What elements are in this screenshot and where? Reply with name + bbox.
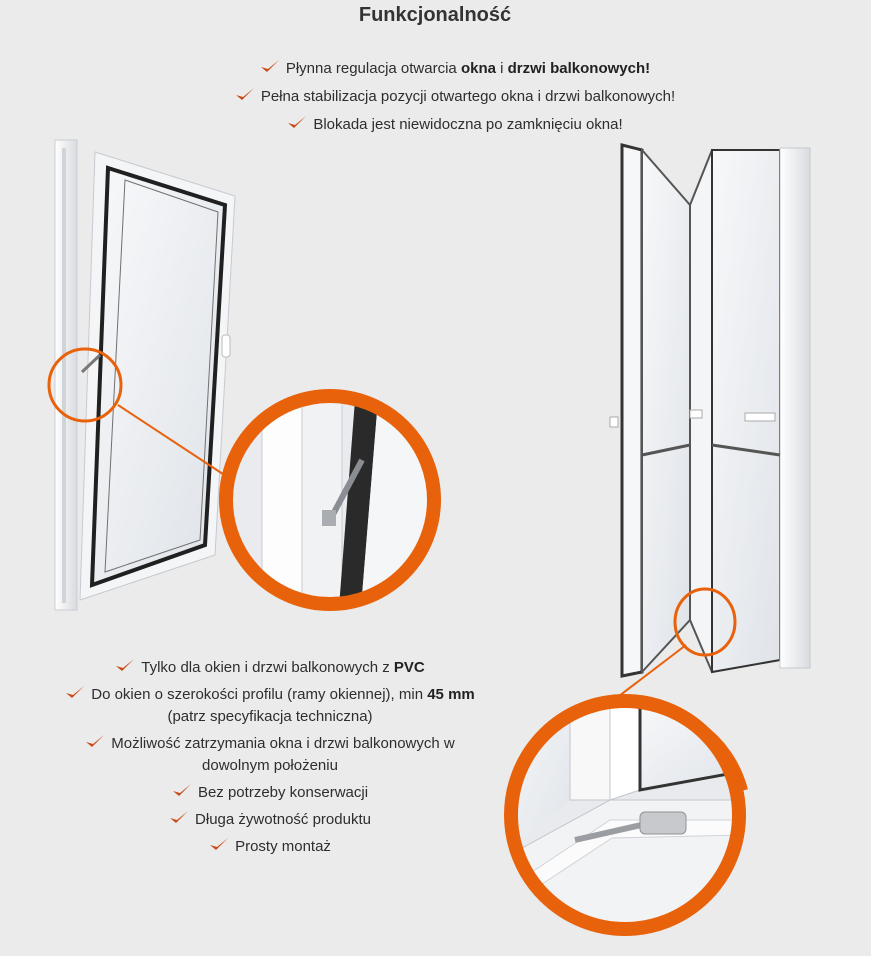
spec-item: Do okien o szerokości profilu (ramy okiennej), min 45 mm (patrz specyfikacja techniczna): [50, 684, 490, 728]
spec-item: Bez potrzeby konserwacji: [50, 782, 490, 804]
feature-item: Płynna regulacja otwarcia okna i drzwi balkonowych!: [175, 55, 735, 83]
checkmark-icon: [65, 685, 85, 701]
checkmark-icon: [85, 734, 105, 750]
spec-item: Prosty montaż: [50, 836, 490, 858]
hinge-detail-image: [220, 390, 450, 620]
checkmark-icon: [172, 783, 192, 799]
checkmark-icon: [115, 658, 135, 674]
feature-item: Blokada jest niewidoczna po zamknięciu okna!: [175, 111, 735, 139]
feature-item: Pełna stabilizacja pozycji otwartego okna i drzwi balkonowych!: [175, 83, 735, 111]
checkmark-icon: [209, 837, 229, 853]
spec-item: Tylko dla okien i drzwi balkonowych z PVC: [50, 657, 490, 679]
spec-item: Możliwość zatrzymania okna i drzwi balkonowych w dowolnym położeniu: [50, 733, 490, 777]
spec-list: [50, 657, 490, 863]
balcony-door-image: [610, 145, 810, 676]
tilt-window-image: [55, 140, 235, 610]
stay-arm-detail-image: [500, 700, 750, 930]
page-title: Funkcjonalność: [358, 4, 512, 26]
spec-item: Długa żywotność produktu: [50, 809, 490, 831]
checkmark-icon: [169, 810, 189, 826]
